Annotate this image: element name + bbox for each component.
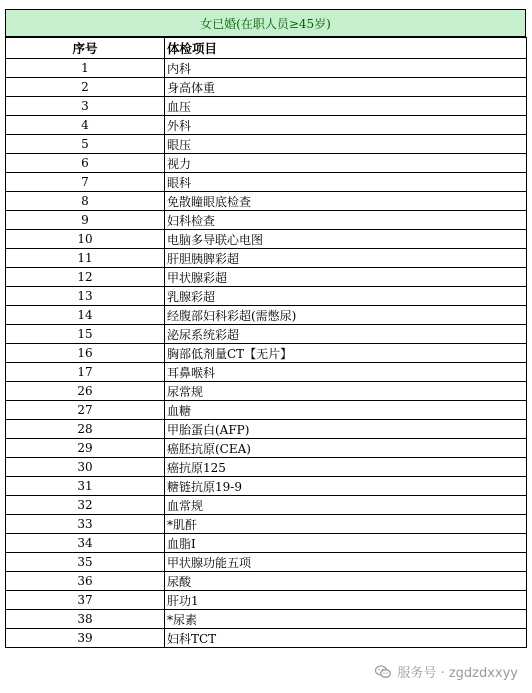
row-item: 尿常规	[165, 382, 527, 401]
row-number: 33	[6, 515, 165, 534]
row-item: 经腹部妇科彩超(需憋尿)	[165, 306, 527, 325]
exam-items-table	[5, 37, 527, 648]
table-row	[6, 154, 527, 173]
row-number: 2	[6, 78, 165, 97]
table-body	[6, 59, 527, 648]
table-row	[6, 496, 527, 515]
header-number: 序号	[6, 38, 165, 59]
row-number: 29	[6, 439, 165, 458]
table-row	[6, 97, 527, 116]
row-item: 甲状腺功能五项	[165, 553, 527, 572]
table-row	[6, 344, 527, 363]
table-row	[6, 306, 527, 325]
table-row	[6, 401, 527, 420]
row-item: 眼压	[165, 135, 527, 154]
row-number: 4	[6, 116, 165, 135]
row-item: 血脂I	[165, 534, 527, 553]
watermark	[375, 662, 518, 681]
table-row	[6, 135, 527, 154]
row-item: *肌酐	[165, 515, 527, 534]
row-number: 8	[6, 192, 165, 211]
table-row	[6, 249, 527, 268]
row-item: 身高体重	[165, 78, 527, 97]
table-row	[6, 572, 527, 591]
row-item: 血糖	[165, 401, 527, 420]
row-item: 肝功1	[165, 591, 527, 610]
table-row	[6, 477, 527, 496]
table-row	[6, 78, 527, 97]
table-row	[6, 458, 527, 477]
row-item: 乳腺彩超	[165, 287, 527, 306]
table-row	[6, 116, 527, 135]
table-row	[6, 591, 527, 610]
row-number: 28	[6, 420, 165, 439]
table-row	[6, 268, 527, 287]
header-item: 体检项目	[165, 38, 527, 59]
row-item: 妇科TCT	[165, 629, 527, 648]
row-item: 免散瞳眼底检查	[165, 192, 527, 211]
table-row	[6, 439, 527, 458]
row-item: 泌尿系统彩超	[165, 325, 527, 344]
row-number: 30	[6, 458, 165, 477]
row-item: 血常规	[165, 496, 527, 515]
row-number: 26	[6, 382, 165, 401]
table-row	[6, 534, 527, 553]
row-item: 外科	[165, 116, 527, 135]
row-number: 16	[6, 344, 165, 363]
table-row	[6, 553, 527, 572]
table-title: 女已婚(在职人员≥45岁)	[5, 9, 526, 37]
row-number: 37	[6, 591, 165, 610]
row-number: 9	[6, 211, 165, 230]
row-item: 眼科	[165, 173, 527, 192]
table-row	[6, 59, 527, 78]
row-item: 耳鼻喉科	[165, 363, 527, 382]
row-item: 妇科检查	[165, 211, 527, 230]
row-item: 糖链抗原19-9	[165, 477, 527, 496]
table-row	[6, 610, 527, 629]
row-item: *尿素	[165, 610, 527, 629]
table-row	[6, 230, 527, 249]
row-number: 13	[6, 287, 165, 306]
watermark-text: 服务号 · zgdzdxxyy	[397, 666, 518, 681]
wechat-icon	[375, 665, 391, 679]
table-row	[6, 211, 527, 230]
row-item: 癌胚抗原(CEA)	[165, 439, 527, 458]
row-item: 血压	[165, 97, 527, 116]
table-row	[6, 420, 527, 439]
row-item: 尿酸	[165, 572, 527, 591]
row-number: 36	[6, 572, 165, 591]
table-row	[6, 515, 527, 534]
row-item: 视力	[165, 154, 527, 173]
row-number: 27	[6, 401, 165, 420]
row-number: 12	[6, 268, 165, 287]
row-number: 32	[6, 496, 165, 515]
row-number: 10	[6, 230, 165, 249]
row-number: 3	[6, 97, 165, 116]
row-item: 癌抗原125	[165, 458, 527, 477]
row-item: 甲胎蛋白(AFP)	[165, 420, 527, 439]
row-item: 胸部低剂量CT【无片】	[165, 344, 527, 363]
row-number: 38	[6, 610, 165, 629]
row-number: 15	[6, 325, 165, 344]
table-row	[6, 629, 527, 648]
header-row	[6, 38, 527, 59]
row-item: 肝胆胰脾彩超	[165, 249, 527, 268]
row-item: 电脑多导联心电图	[165, 230, 527, 249]
row-number: 11	[6, 249, 165, 268]
row-number: 14	[6, 306, 165, 325]
row-number: 34	[6, 534, 165, 553]
table-row	[6, 192, 527, 211]
row-number: 5	[6, 135, 165, 154]
row-number: 6	[6, 154, 165, 173]
row-number: 17	[6, 363, 165, 382]
row-item: 甲状腺彩超	[165, 268, 527, 287]
row-number: 1	[6, 59, 165, 78]
row-number: 7	[6, 173, 165, 192]
row-item: 内科	[165, 59, 527, 78]
table-row	[6, 173, 527, 192]
row-number: 31	[6, 477, 165, 496]
table-row	[6, 363, 527, 382]
table-row	[6, 382, 527, 401]
row-number: 39	[6, 629, 165, 648]
table-row	[6, 325, 527, 344]
row-number: 35	[6, 553, 165, 572]
exam-sheet	[5, 9, 526, 648]
table-row	[6, 287, 527, 306]
